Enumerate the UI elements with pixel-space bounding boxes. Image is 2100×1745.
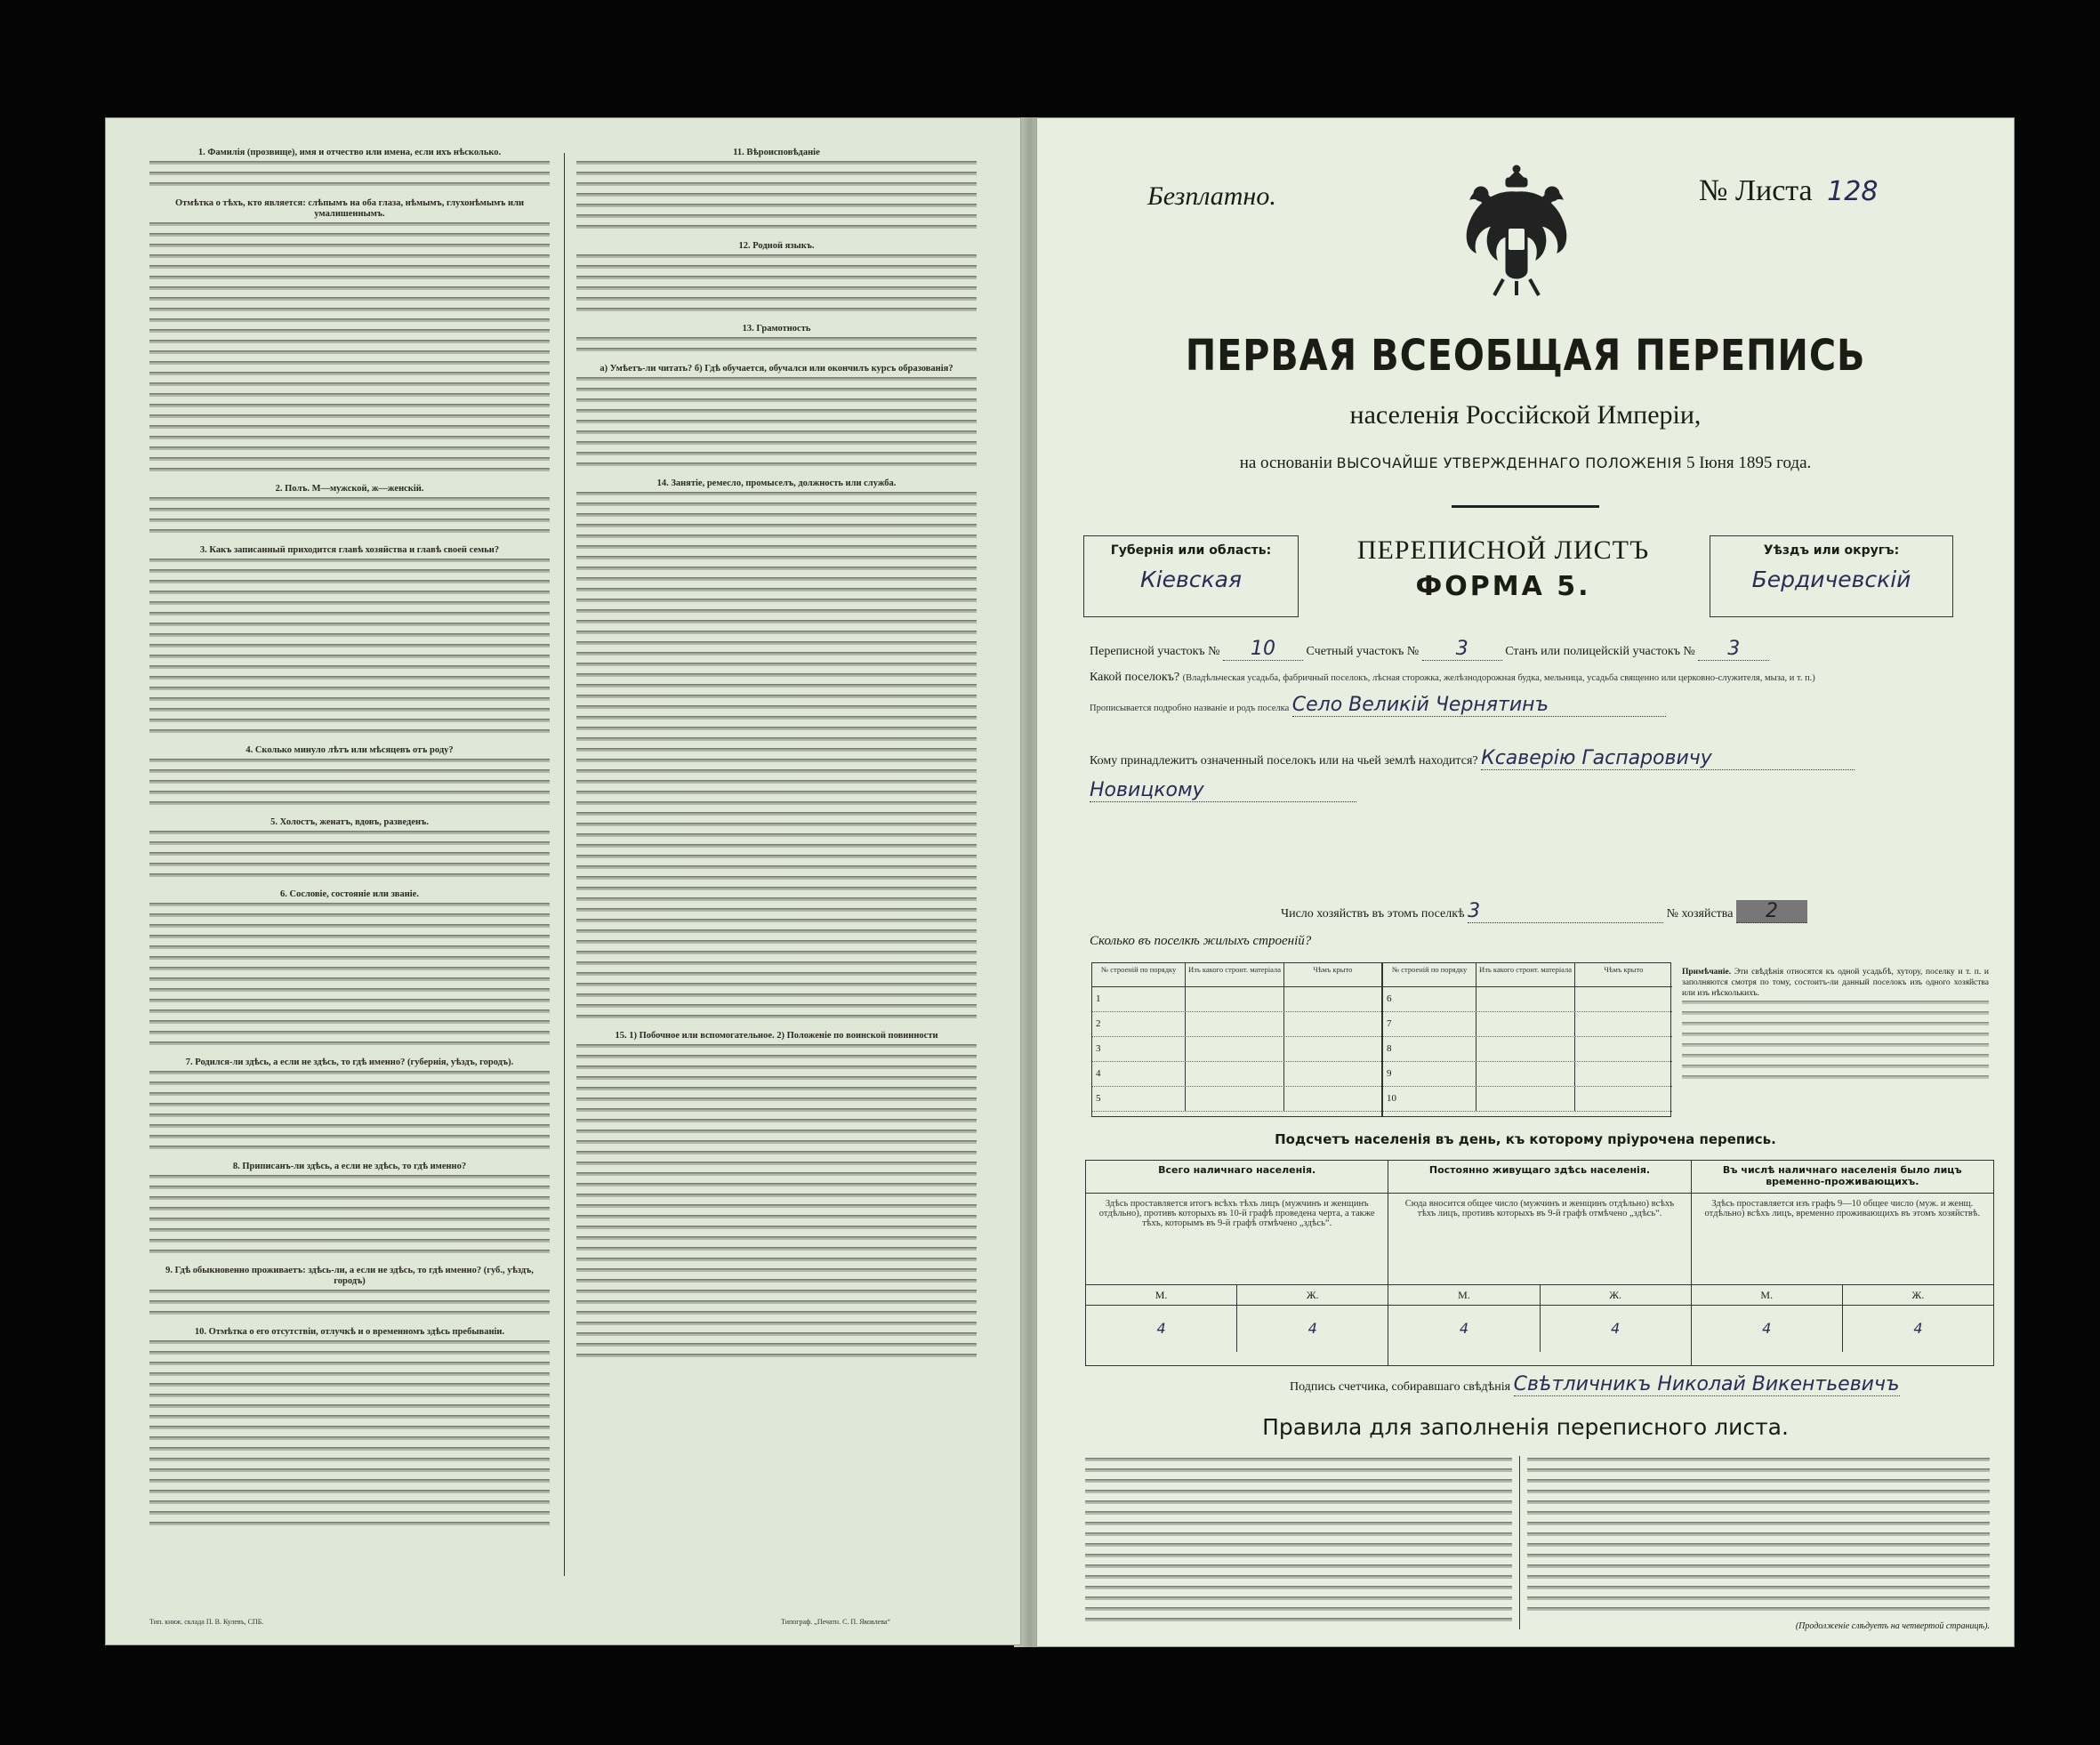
owner-line-2	[1090, 779, 1979, 802]
instruction-fine-print	[149, 1175, 550, 1260]
rules-column-left	[1085, 1456, 1512, 1632]
buildings-header-number: № строеній по порядку	[1092, 963, 1186, 986]
instruction-heading: 10. Отмѣтка о его отсутствіи, отлучкѣ и о временномъ здѣсь пребываніи.	[194, 1327, 505, 1337]
owner-label: Кому принадлежитъ означенный поселокъ или на чьей землѣ находится?	[1090, 754, 1478, 768]
police-section-label: Станъ или полицейскій участокъ №	[1505, 645, 1695, 658]
rules-continued-note: (Продолженіе слѣдуетъ на четвертой страницѣ).	[1795, 1621, 1990, 1631]
sheet-number-label: № Листа	[1699, 174, 1813, 207]
buildings-table-left	[1092, 963, 1381, 1116]
tally-note: Сюда вносится общее число (мужчинъ и женщинъ отдѣльно) всѣхъ тѣхъ лицъ, противъ которыхъ въ 9-й графѣ отмѣчено „здѣсь“.	[1404, 1199, 1675, 1218]
column-divider	[564, 153, 565, 1576]
table-row: 9	[1383, 1062, 1672, 1087]
owner-value-2: Новицкому	[1090, 779, 1356, 802]
province-value: Кіевская	[1139, 567, 1242, 592]
buildings-table-right	[1381, 963, 1672, 1116]
instruction-heading: 8. Приписанъ-ли здѣсь, а если не здѣсь, то гдѣ именно?	[232, 1162, 467, 1171]
households-line	[1281, 900, 2100, 923]
census-subtitle: населенія Россійской Имперіи,	[1349, 400, 1702, 430]
basis-suffix: 5 Іюня 1895 года.	[1686, 454, 1812, 472]
census-sections-line	[1090, 638, 1979, 661]
owner-line	[1090, 747, 1979, 770]
instruction-fine-print	[149, 559, 550, 740]
instruction-fine-print	[149, 759, 550, 812]
table-row: 2	[1092, 1012, 1381, 1037]
instruction-heading: 1. Фамилія (прозвище), имя и отчество или имена, если ихъ нѣсколько.	[197, 148, 502, 157]
province-label: Губернія или область:	[1110, 543, 1272, 558]
instruction-fine-print	[149, 1290, 550, 1322]
table-row: 4	[1092, 1062, 1381, 1087]
buildings-table	[1091, 962, 1671, 1117]
instruction-heading: 7. Родился-ли здѣсь, а если не здѣсь, то гдѣ именно? (губернія, уѣздъ, городъ).	[185, 1057, 514, 1067]
tally-header: Всего наличнаго населенія.	[1086, 1161, 1388, 1194]
instruction-fine-print	[149, 1071, 550, 1156]
table-row: 8	[1383, 1037, 1672, 1062]
settlement-value: Село Великій Чернятинъ	[1292, 694, 1666, 717]
tally-temporary-population	[1692, 1161, 1993, 1365]
instruction-fine-print	[576, 337, 977, 358]
table-row: 10	[1383, 1087, 1672, 1112]
population-tally-table	[1085, 1160, 1994, 1366]
form-title: ПЕРЕПИСНОЙ ЛИСТЪ	[1356, 535, 1650, 565]
sheet-number	[1699, 174, 1878, 208]
title-divider	[1452, 505, 1599, 508]
instruction-fine-print	[149, 831, 550, 884]
province-box	[1083, 535, 1299, 617]
tally-note: Здѣсь проставляется изъ графъ 9—10 общее число (муж. и женщ. отдѣльно) всѣхъ лицъ, временно проживающихъ въ этомъ хозяйствѣ.	[1704, 1199, 1981, 1218]
instruction-heading: 15. 1) Побочное или вспомогательное. 2) Положеніе по воинской повинности	[615, 1031, 938, 1041]
tally-values: 4 4	[1086, 1306, 1388, 1352]
instruction-fine-print	[149, 161, 550, 193]
census-form-page	[1036, 117, 2015, 1647]
basis-caps: ВЫСОЧАЙШЕ УТВЕРЖДЕННАГО ПОЛОЖЕНІЯ	[1336, 454, 1683, 471]
printer-footer-right: Типограф. „Печатн. С. П. Яковлева“	[781, 1618, 891, 1626]
sheet-number-handwritten: 128	[1827, 176, 1879, 207]
households-label: Число хозяйствъ въ этомъ поселкѣ	[1281, 907, 1465, 921]
tally-header: Постоянно живущаго здѣсь населенія.	[1388, 1161, 1690, 1194]
buildings-table-header	[1092, 963, 1381, 987]
instruction-heading: а) Умѣетъ-ли читать? б) Гдѣ обучается, обучался или окончилъ курсъ образованія?	[599, 364, 953, 374]
instruction-heading: Отмѣтка о тѣхъ, кто является: слѣпымъ на оба глаза, нѣмымъ, глухонѣмымъ или умалишеннымъ.	[174, 198, 525, 219]
tally-note: Здѣсь проставляется итогъ всѣхъ тѣхъ лицъ (мужчинъ и женщинъ отдѣльно), противъ которыхъ въ 10-й графѣ проведена черта, а также тѣхъ, которымъ въ 9-й графѣ отмѣчено „здѣсь“.	[1098, 1199, 1375, 1228]
rules-title: Правила для заполненія переписного листа.	[1262, 1414, 1789, 1440]
instruction-fine-print	[576, 161, 977, 236]
tally-sex-header: М. Ж.	[1692, 1284, 1993, 1306]
instruction-heading: 6. Сословіе, состояніе или званіе.	[280, 889, 419, 899]
tally-sex-header: М. Ж.	[1388, 1284, 1690, 1306]
rules-column-right	[1527, 1456, 1990, 1632]
tally-present-population	[1086, 1161, 1388, 1365]
instruction-fine-print	[576, 377, 977, 473]
rules-fine-print	[1085, 1458, 1512, 1628]
left-page-instructions	[105, 117, 1021, 1645]
signature-value: Свѣтличникъ Николай Викентьевичъ	[1513, 1373, 1900, 1395]
note-text: Эти свѣдѣнія относятся къ одной усадьбѣ, хутору, поселку и т. п. и заполняются смотря по тому, состоитъ-ли данный поселокъ изъ одного хозяйства или изъ нѣсколькихъ.	[1682, 968, 1989, 998]
instruction-fine-print	[149, 1340, 550, 1532]
instruction-fine-print	[576, 1044, 977, 1364]
households-value: 3	[1468, 900, 1663, 923]
owner-value-1: Ксаверію Гаспаровичу	[1481, 747, 1855, 770]
instruction-fine-print	[149, 497, 550, 540]
buildings-table-header: № строеній по порядку Изъ какого строит. матеріала Чѣмъ крыто	[1383, 963, 1672, 987]
table-row: 5	[1092, 1087, 1381, 1112]
settlement-type-line	[1090, 671, 1979, 685]
tally-permanent-population	[1388, 1161, 1691, 1365]
form-title-block	[1303, 535, 1703, 602]
buildings-header-material: Изъ какого строит. матеріала	[1186, 963, 1283, 986]
household-number-value: 2	[1736, 900, 1807, 923]
census-section-label: Переписной участокъ №	[1090, 645, 1220, 658]
counting-section-label: Счетный участокъ №	[1306, 645, 1420, 658]
counting-section-value: 3	[1422, 638, 1502, 661]
instruction-heading: 11. Вѣроисповѣданіе	[733, 148, 820, 157]
population-tally-title: Подсчетъ населенія въ день, къ которому пріурочена перепись.	[1275, 1131, 1776, 1147]
district-value: Бердичевскій	[1751, 567, 1911, 592]
rules-fine-print	[1527, 1458, 1990, 1618]
census-section-value: 10	[1223, 638, 1303, 661]
instruction-heading: 9. Гдѣ обыкновенно проживаетъ: здѣсь-ли, а если не здѣсь, то гдѣ именно? (губ., уѣздъ, городъ)	[165, 1266, 534, 1286]
instructions-column-left	[149, 142, 550, 1536]
legal-basis-line	[1036, 454, 2015, 473]
district-label: Уѣздъ или округъ:	[1763, 543, 1900, 558]
settlement-label: Какой поселокъ?	[1090, 671, 1180, 684]
police-section-value: 3	[1698, 638, 1769, 661]
household-number-label: № хозяйства	[1666, 907, 1734, 921]
table-row: 7	[1383, 1012, 1672, 1037]
free-of-charge-label: Безплатно.	[1147, 181, 1276, 211]
table-row: 3	[1092, 1037, 1381, 1062]
instruction-heading: 14. Занятіе, ремесло, промыселъ, должность или служба.	[656, 478, 897, 488]
instruction-fine-print	[576, 492, 977, 1025]
instruction-fine-print	[149, 903, 550, 1052]
instruction-heading: 3. Какъ записанный приходится главѣ хозяйства и главѣ своей семьи?	[199, 545, 500, 555]
double-headed-eagle-icon	[1454, 164, 1579, 297]
rules-divider	[1519, 1456, 1520, 1629]
buildings-title: Сколько въ поселкѣ жилыхъ строеній?	[1090, 934, 1312, 948]
table-row: 6	[1383, 987, 1672, 1012]
instruction-fine-print	[149, 222, 550, 478]
instruction-heading: 2. Полъ. М—мужской, ж—женскій.	[275, 484, 424, 494]
buildings-note	[1682, 967, 1989, 1090]
instruction-heading: 5. Холостъ, женатъ, вдовъ, разведенъ.	[270, 817, 429, 827]
note-title: Примѣчаніе.	[1682, 968, 1732, 977]
settlement-name-line	[1090, 694, 1979, 717]
note-fine-print	[1682, 1001, 1989, 1086]
signature-label: Подпись счетчика, собиравшаго свѣдѣнія	[1290, 1380, 1511, 1394]
basis-prefix: на основаніи	[1239, 454, 1332, 472]
instruction-fine-print	[576, 254, 977, 318]
tally-values: 4 4	[1388, 1306, 1690, 1352]
instruction-heading: 12. Родной языкъ.	[738, 241, 815, 251]
buildings-header-roof: Чѣмъ крыто	[1313, 965, 1353, 974]
census-main-title: ПЕРВАЯ ВСЕОБЩАЯ ПЕРЕПИСЬ	[1185, 331, 1866, 381]
district-box	[1710, 535, 1953, 617]
instructions-column-right	[576, 142, 977, 1368]
form-number: ФОРМА 5.	[1415, 571, 1591, 602]
tally-sex-header: М. Ж.	[1086, 1284, 1388, 1306]
tally-values: 4 4	[1692, 1306, 1993, 1352]
settlement-hint: (Владѣльческая усадьба, фабричный поселокъ, лѣсная сторожка, желѣзнодорожная будка, мельница, усадьба священно или церковно-служителя, мыза, и т. п.)	[1182, 673, 1815, 683]
printer-footer-left: Тип. книж. склада П. В. Кулевъ, СПБ.	[149, 1618, 264, 1626]
instruction-heading: 4. Сколько минуло лѣтъ или мѣсяцевъ отъ роду?	[245, 745, 454, 755]
enumerator-signature-line	[1290, 1373, 1900, 1396]
instruction-heading: 13. Грамотность	[742, 324, 811, 334]
settlement-hint-2: Прописывается подробно названіе и родъ поселка	[1090, 704, 1290, 713]
table-row: 1	[1092, 987, 1381, 1012]
tally-header: Въ числѣ наличнаго населенія было лицъ временно-проживающихъ.	[1692, 1161, 1993, 1194]
